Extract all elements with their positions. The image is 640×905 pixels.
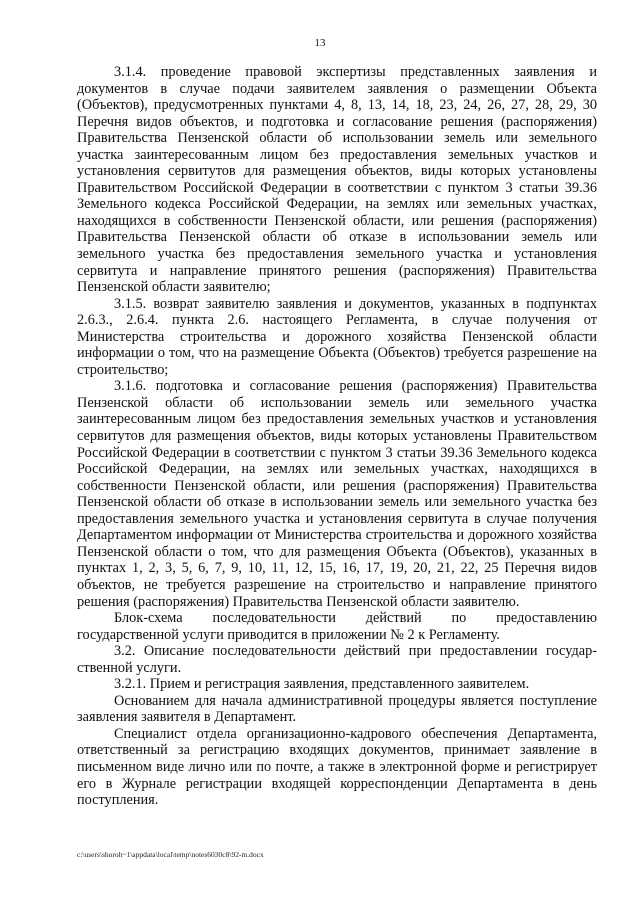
paragraph-block-scheme: Блок-схема последовательности действий по предоставлению государственной услуги приводится в приложении № 2 к Регламенту. <box>77 610 597 643</box>
paragraph-3-1-6: 3.1.6. подготовка и согласование решения (распоряжения) Правительства Пензенской области об использовании земель или земельного участка заинтересованным лицом без предоставления земельных участков и установления сервитутов для размещения объектов, виды которых установлены Правительством Российской Федерации в соответствии с пунктом 3 статьи 39.36 Земельного кодекса Российской Федерации, на землях или земельных участках, находящихся в собственности Пензенской области, или решения (распоряжения) Правительства Пензенской области об отказе в использовании земель или земельного участка без предоставления земельного участка и установления сервитута в случае получения Департаментом информации от Министерства строительства и дорожного хозяйства Пензенской области о том, что для размещения Объекта (Объектов), указанных в пунктах 1, 2, 3, 5, 6, 7, 9, 10, 11, 12, 15, 16, 17, 19, 20, 21, 22, 25 Перечня видов объектов, не требуется разрешение на строительство и направление принятого решения (распоряжения) Правительства Пензенской области заявителю. <box>77 378 597 610</box>
paragraph-3-1-5: 3.1.5. возврат заявителю заявления и документов, указанных в подпунктах 2.6.3., 2.6.4. пункта 2.6. настоящего Регламента, в случае получения от Министерства строительства и дорожного хозяйства Пензенской области информации о том, что на размещение Объекта (Объектов) требуется разрешение на строительство; <box>77 295 597 378</box>
paragraph-basis: Основанием для начала административной процедуры является поступление заявления заявителя в Департамент. <box>77 692 597 726</box>
page-number: 13 <box>314 37 326 49</box>
footer-file-path: c:\users\shoroh~1\appdata\local\temp\notes6030c8\92-m.docx <box>77 850 264 859</box>
paragraph-specialist: Специалист отдела организационно-кадрового обеспечения Департамента, ответственный за регистрацию входящих документов, принимает заявление в письменном виде лично или по почте, а также в электронной форме и регистрирует его в Журнале регистрации входящей корреспонденции Департамента в день поступления. <box>77 725 597 809</box>
document-body <box>77 64 597 809</box>
paragraph-3-1-4: 3.1.4. проведение правовой экспертизы представленных заявления и документов в случае подачи заявителем заявления о размещении Объекта (Объектов), предусмотренных пунктами 4, 8, 13, 14, 18, 23, 24, 26, 27, 28, 29, 30 Перечня видов объектов, и подготовка и согласование решения (распоряжения) Правительства Пензенской области об использовании земель или земельного участка заинтересованным лицом без предоставления земельных участков и установления сервитутов для размещения объектов, виды которых установлены Правительством Российской Федерации в соответствии с пунктом 3 статьи 39.36 Земельного кодекса Российской Федерации, на землях или земельных участках, находящихся в собственности Пензенской области, или решения (распоряжения) Правительства Пензенской области об отказе в использовании земель или земельного участка без предоставления земельного участка и установления сервитута и направление принятого решения (распоряжения) Правительства Пензенской области заявителю; <box>77 64 597 296</box>
paragraph-3-2-1: 3.2.1. Прием и регистрация заявления, представленного заявителем. <box>114 676 530 693</box>
paragraph-3-2: 3.2. Описание последовательности действий при предоставлении государственной услуги. <box>77 643 597 676</box>
